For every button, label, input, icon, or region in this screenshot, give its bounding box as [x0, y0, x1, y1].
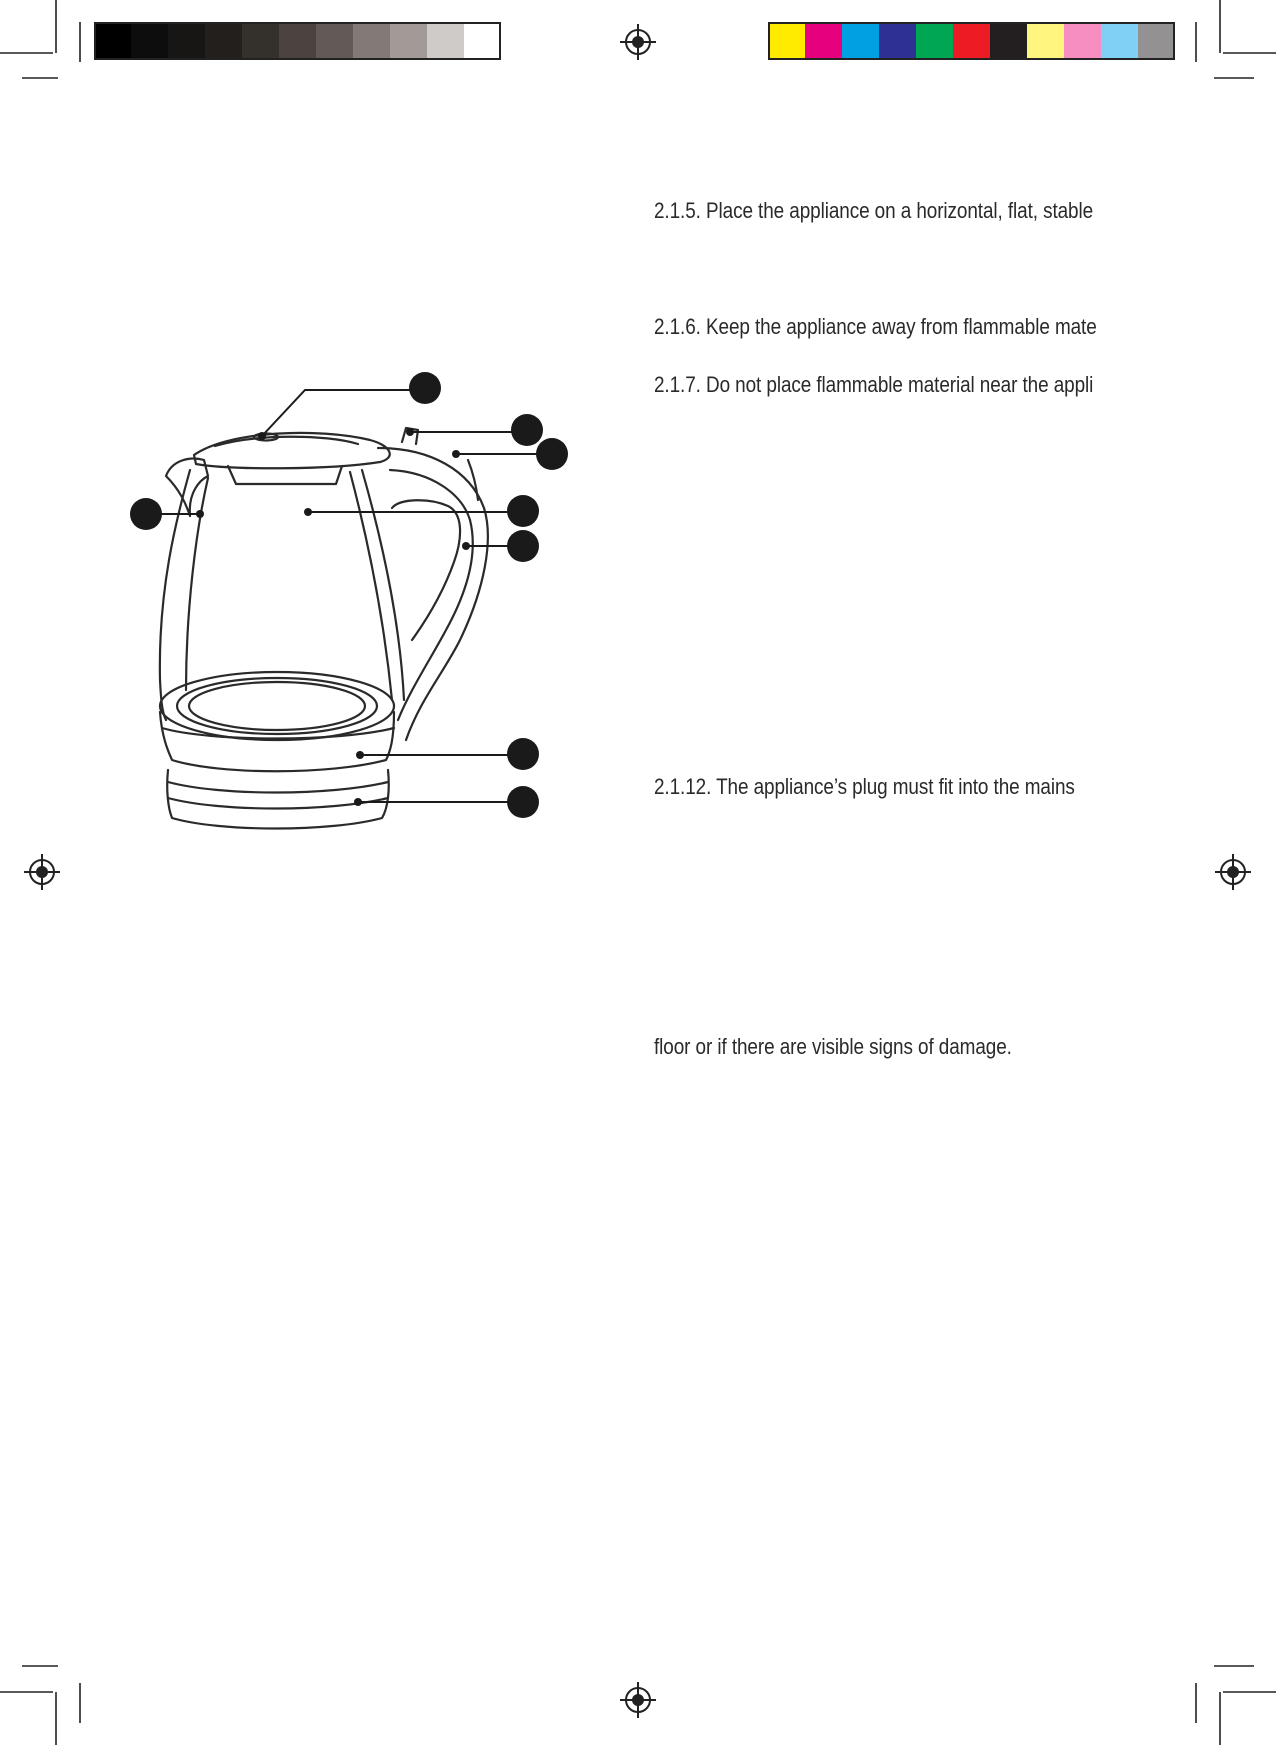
callout-dot-switch — [511, 414, 543, 446]
kettle-handle-outer — [378, 448, 488, 740]
callout-anchor-base-bottom — [354, 798, 362, 806]
callout-line-lid-button — [262, 390, 425, 436]
callout-anchor-power-base — [356, 751, 364, 759]
callout-anchor-water-chamber — [304, 508, 312, 516]
kettle-base-ring-mid — [177, 678, 377, 734]
paragraph-2-1-7: 2.1.7. Do not place flammable material near the appli — [654, 372, 1094, 397]
callout-anchor-handle — [462, 542, 470, 550]
paragraph-damage-note: floor or if there are visible signs of damage. — [654, 1034, 1012, 1059]
paragraph-2-1-5: 2.1.5. Place the appliance on a horizontal, flat, stable — [654, 198, 1094, 223]
kettle-power-base — [160, 712, 394, 771]
callout-dot-handle — [507, 530, 539, 562]
kettle-handle-top — [468, 460, 478, 500]
kettle-base-bottom-band — [168, 782, 388, 793]
callout-anchor-spout — [196, 510, 204, 518]
callout-dot-power-base — [507, 738, 539, 770]
kettle-handle-grip — [392, 500, 460, 640]
callout-anchor-indicator — [452, 450, 460, 458]
kettle-base-ring-inner — [189, 682, 365, 730]
kettle-lid — [194, 433, 390, 468]
callout-dot-indicator — [536, 438, 568, 470]
paragraph-2-1-12: 2.1.12. The appliance’s plug must fit into the mains — [654, 774, 1075, 799]
callout-dot-lid-button — [409, 372, 441, 404]
paragraph-2-1-6: 2.1.6. Keep the appliance away from flammable mate — [654, 314, 1097, 339]
callout-anchor-lid-button — [258, 432, 266, 440]
callout-dot-water-chamber — [507, 495, 539, 527]
callout-dot-base-bottom — [507, 786, 539, 818]
callout-anchor-switch — [406, 428, 414, 436]
callout-dot-spout — [130, 498, 162, 530]
